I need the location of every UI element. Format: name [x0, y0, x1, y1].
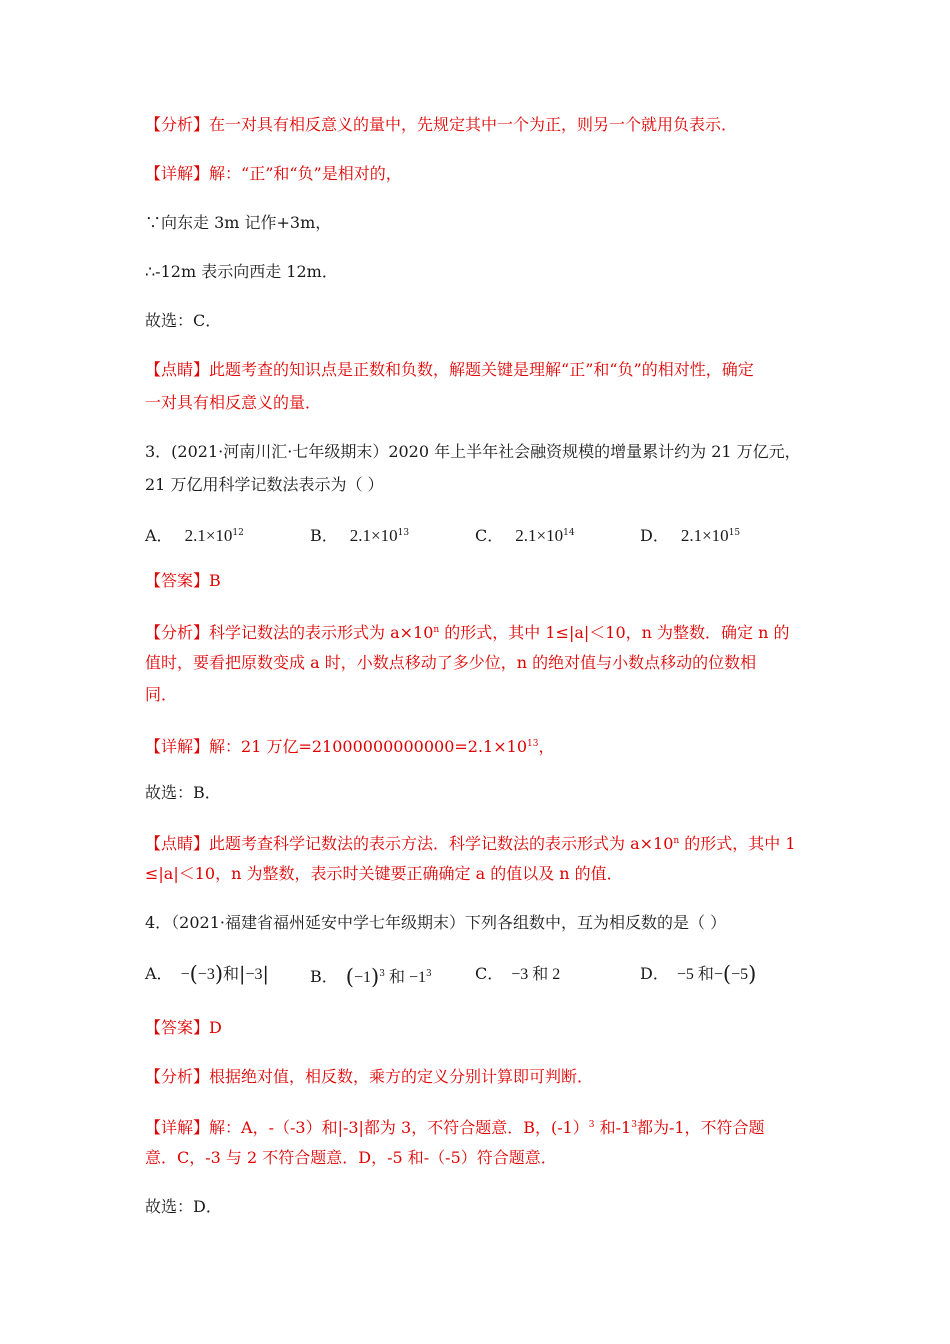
q3-option-a: A． $2.1\times 10^{12}$ [145, 526, 244, 545]
q2-choice: 故选：C． [145, 311, 222, 330]
q3-option-d: D． $2.1\times 10^{15}$ [640, 526, 741, 545]
q4-answer [145, 1017, 840, 1039]
q4-option-c: C． −3 和 2 [475, 964, 561, 983]
q2-analysis [145, 114, 840, 136]
q3-analysis: 【分析】科学记数法的表示形式为 $a\times 10^n$ 的形式，其中 1≤|a|＜10，n 为整数．确定 n 的 [145, 623, 790, 642]
answer-value: B [209, 571, 221, 590]
q4-option-b: B． $(-1)^3$ 和 $-1^3$ [310, 965, 432, 989]
q3-option-b: B． $2.1\times 10^{13}$ [310, 526, 410, 545]
q3-header-line2: 21 万亿用科学记数法表示为（ ） [145, 475, 384, 494]
comment-tag: 【点睛】 [145, 834, 210, 853]
analysis-text: 在一对具有相反意义的量中，先规定其中一个为正，则另一个就用负表示． [209, 115, 738, 134]
q3-analysis-line3: 同． [145, 685, 178, 704]
detail-text: 解：“正”和“负”是相对的， [209, 164, 402, 183]
q2-comment [145, 359, 840, 381]
analysis-tag: 【分析】 [145, 115, 210, 134]
detail-tag: 【详解】 [145, 737, 210, 756]
q3-answer [145, 570, 840, 592]
q4-header: 4．（2021·福建省福州延安中学七年级期末）下列各组数中，互为相反数的是（ ） [145, 913, 727, 932]
q2-therefore-line: ∴-12m 表示向西走 12m． [145, 262, 338, 281]
detail-tag: 【详解】 [145, 1118, 210, 1137]
q4-option-d: D． −5 和−(−5) [640, 962, 757, 986]
answer-tag: 【答案】 [145, 571, 210, 590]
q4-detail: 【详解】解：A，-（-3）和|-3|都为 3，不符合题意．B，(-1）$^3$ 和$-1^3$都为-1，不符合题 [145, 1118, 765, 1137]
q3-comment: 【点睛】此题考查科学记数法的表示方法．科学记数法的表示形式为 $a\times 10^n$ 的形式，其中 1 [145, 834, 796, 853]
q3-analysis-line2: 值时，要看把原数变成 a 时，小数点移动了多少位，n 的绝对值与小数点移动的位数相 [145, 653, 757, 672]
q4-detail-line2: 意．C，-3 与 2 不符合题意．D，-5 和-（-5）符合题意． [145, 1148, 557, 1167]
q2-detail [145, 163, 840, 185]
q3-header-line1: 3．(2021·河南川汇·七年级期末）2020 年上半年社会融资规模的增量累计约为 21 万亿元， [145, 442, 801, 461]
comment-line: 此题考查的知识点是正数和负数，解题关键是理解“正”和“负”的相对性，确定 [209, 360, 754, 379]
q4-choice: 故选：D． [145, 1197, 222, 1216]
answer-tag: 【答案】 [145, 1018, 210, 1037]
q4-option-a: A． −(−3)和|−3| [145, 962, 269, 986]
q2-comment-line2: 一对具有相反意义的量． [145, 393, 322, 412]
comment-tag: 【点睛】 [145, 360, 210, 379]
q3-comment-line2: ≤|a|＜10，n 为整数，表示时关键要正确确定 a 的值以及 n 的值． [145, 864, 623, 883]
q2-because-line: ∵向东走 3m 记作+3m， [145, 213, 332, 232]
q3-option-c: C． $2.1\times 10^{14}$ [475, 526, 575, 545]
detail-tag: 【详解】 [145, 164, 210, 183]
q3-choice: 故选：B． [145, 783, 221, 802]
answer-value: D [209, 1018, 222, 1037]
analysis-tag: 【分析】 [145, 623, 210, 642]
q4-analysis: 【分析】根据绝对值，相反数，乘方的定义分别计算即可判断． [145, 1067, 594, 1086]
q3-detail: 【详解】解：21 万亿$=21000000000000=2.1\times 10^{13}$， [145, 737, 555, 756]
analysis-tag: 【分析】 [145, 1067, 210, 1086]
